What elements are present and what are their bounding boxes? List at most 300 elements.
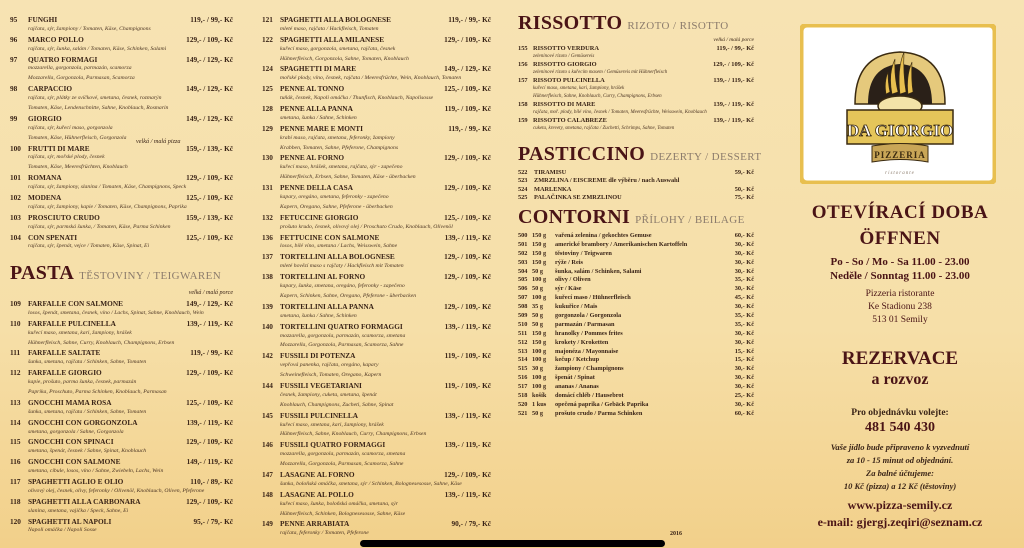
item-description: mleté hovězí maso s rajčaty / Hackfleisch mit Tomaten bbox=[280, 263, 404, 270]
item-number: 122 bbox=[262, 34, 273, 44]
item-number: 508 bbox=[518, 303, 528, 311]
item-quantity: 50 g bbox=[532, 267, 544, 275]
item-name-row bbox=[518, 61, 754, 69]
menu-item bbox=[10, 517, 233, 537]
item-price: 75,- Kč bbox=[734, 193, 754, 201]
item-name: SPAGHETTI AL NAPOLI bbox=[28, 516, 112, 526]
item-description: šunka, smetana, rajčata / Schinken, Sahne, Tomaten bbox=[28, 408, 147, 415]
item-name-row bbox=[10, 477, 233, 487]
item-name: FUNGHI bbox=[28, 15, 58, 24]
item-description: Hühnerfleisch, Gorgonzola, Sahne, Tomaten, Knoblauch bbox=[280, 55, 409, 62]
item-name-row bbox=[262, 322, 491, 332]
section-subtitle: DEZERTY / DESSERT bbox=[650, 151, 762, 163]
item-description: Hühnerfleisch, Sahne, Knoblauch, Curry, Champignons, Erbsen bbox=[533, 94, 662, 99]
item-description: kuřecí maso, gorgonzola, smetana, rajčata, česnek bbox=[280, 45, 396, 52]
item-name-row bbox=[262, 381, 491, 391]
item-name-row bbox=[10, 437, 233, 447]
item-name: GNOCCHI MAMA ROSA bbox=[28, 397, 112, 407]
item-name: vařená zelenina / gekochtes Gemuse bbox=[555, 232, 652, 239]
menu-item bbox=[10, 418, 233, 438]
item-name: FRUTTI DI MARE bbox=[28, 143, 90, 153]
hours-title-de: ÖFFNEN bbox=[859, 228, 941, 249]
item-description: mleté maso, rajčata / Hackfleisch, Tomaten bbox=[280, 25, 379, 32]
item-name-row bbox=[10, 35, 233, 45]
item-name: MODENA bbox=[28, 193, 62, 203]
item-name: SPAGHETTI ALLA BOLOGNESE bbox=[280, 15, 391, 24]
side-item bbox=[518, 356, 754, 365]
reservation-title: REZERVACE bbox=[841, 348, 959, 369]
item-description: smetana, šunka / Sahne, Schinken bbox=[280, 114, 357, 121]
item-number: 125 bbox=[262, 84, 273, 94]
hours-sunday: Neděle / Sonntag 11.00 - 23.00 bbox=[830, 270, 970, 282]
item-number: 101 bbox=[10, 173, 21, 183]
item-name: TORTELLINI ALLA BOLOGNESE bbox=[280, 252, 395, 262]
item-name-row bbox=[262, 15, 491, 25]
sides-heading bbox=[518, 206, 754, 229]
item-description: kuřecí maso, smetana, kari, žampiony, hrášek bbox=[28, 329, 132, 336]
item-number: 148 bbox=[262, 489, 273, 499]
menu-item bbox=[262, 233, 491, 253]
item-price: 139,- / 119,- Kč bbox=[444, 489, 491, 499]
item-name: FUSSILI QUATRO FORMAGGI bbox=[280, 440, 386, 450]
item-price: 139,- / 119,- Kč bbox=[444, 232, 491, 242]
item-name-row bbox=[10, 457, 233, 467]
item-number: 110 bbox=[10, 318, 21, 328]
side-item bbox=[518, 392, 754, 401]
item-name: RISSOTTO GIORGIO bbox=[533, 61, 597, 68]
item-name-row bbox=[262, 351, 491, 361]
item-price: 139,- / 119,- Kč bbox=[713, 101, 754, 108]
dessert-heading bbox=[518, 143, 762, 166]
item-number: 114 bbox=[10, 417, 21, 427]
item-number: 136 bbox=[262, 232, 273, 242]
menu-item bbox=[262, 322, 491, 352]
menu-item bbox=[10, 477, 233, 497]
item-price: 149,- / 119,- Kč bbox=[186, 457, 233, 467]
item-price: 125,- / 109,- Kč bbox=[186, 193, 233, 203]
item-name: PENNE ALLA PANNA bbox=[280, 104, 353, 114]
item-name: SPAGHETTI ALLA MILANESE bbox=[280, 34, 385, 44]
item-name: FUSSILI PULCINELLA bbox=[280, 410, 359, 420]
item-name-row bbox=[10, 517, 233, 527]
item-description: Tomaten, Käse, Hühnerfleisch, Gorgonzola bbox=[28, 134, 127, 141]
item-description: Mozzarella, Gorgonzola, Parmasan, Scamorza, Sahne bbox=[280, 461, 404, 468]
item-name: kukuřice / Mais bbox=[555, 303, 598, 311]
item-price: 139,- / 119,- Kč bbox=[444, 440, 491, 450]
item-name-row bbox=[262, 470, 491, 480]
menu-item bbox=[10, 437, 233, 457]
sides-section bbox=[518, 206, 754, 419]
item-name: TIRAMISU bbox=[534, 169, 567, 176]
item-number: 520 bbox=[518, 400, 528, 408]
item-price: 139,- / 119,- Kč bbox=[444, 410, 491, 420]
item-name-row bbox=[262, 490, 491, 500]
item-name-row bbox=[518, 117, 754, 125]
item-price: 30,- Kč bbox=[734, 285, 754, 293]
item-description: prošuto krudo, česnek, olivový olej / Proschuto Crudo, Knoblauch, Olivenöl bbox=[280, 223, 453, 230]
item-name: PENNE MARE E MONTI bbox=[280, 123, 363, 133]
menu-item bbox=[262, 35, 491, 65]
item-number: 158 bbox=[518, 101, 528, 108]
side-item bbox=[518, 294, 754, 303]
item-number: 511 bbox=[518, 329, 528, 337]
menu-item bbox=[518, 45, 754, 61]
item-price: 30,- Kč bbox=[734, 400, 754, 408]
item-price: 159,- / 139,- Kč bbox=[186, 143, 233, 153]
item-name: TORTELLINI ALLA PANNA bbox=[280, 301, 374, 311]
item-quantity: 50 g bbox=[532, 285, 544, 293]
item-quantity: 100 g bbox=[532, 383, 547, 391]
item-name-row bbox=[262, 411, 491, 421]
item-name: FARFALLE SALTATE bbox=[28, 348, 101, 358]
item-price: 60,- Kč bbox=[734, 232, 754, 239]
menu-item bbox=[518, 117, 754, 133]
item-number: 515 bbox=[518, 365, 528, 373]
item-price: 129,- / 109,- Kč bbox=[444, 153, 491, 163]
menu-item bbox=[262, 272, 491, 302]
dessert-item bbox=[518, 177, 754, 185]
side-item bbox=[518, 259, 754, 268]
item-description: mozzarella, gorgonzola, parmazán, scamorza, smetana bbox=[280, 451, 406, 458]
item-name-row bbox=[262, 252, 491, 262]
item-number: 514 bbox=[518, 356, 528, 364]
menu-item bbox=[262, 351, 491, 381]
item-name: ananas / Ananas bbox=[555, 383, 599, 391]
item-number: 146 bbox=[262, 440, 273, 450]
item-number: 113 bbox=[10, 397, 21, 407]
side-item bbox=[518, 339, 754, 348]
item-price: 129,- / 109,- Kč bbox=[444, 272, 491, 282]
side-item bbox=[518, 250, 754, 259]
item-price: 30,- Kč bbox=[734, 383, 754, 391]
menu-item bbox=[10, 348, 233, 368]
item-name: PALAČINKA SE ZMRZLINOU bbox=[534, 193, 622, 201]
website-link[interactable]: www.pizza-semily.cz bbox=[847, 498, 953, 512]
menu-column-1 bbox=[10, 15, 233, 252]
item-name: těstoviny / Teigwaren bbox=[555, 249, 612, 257]
item-number: 512 bbox=[518, 338, 528, 346]
section-subtitle: PŘÍLOHY / BEILAGE bbox=[635, 214, 745, 226]
item-price: 15,- Kč bbox=[734, 347, 754, 355]
item-price: 119,- / 109,- Kč bbox=[444, 380, 491, 390]
item-number: 516 bbox=[518, 374, 528, 382]
item-name: RISSOTO PULCINELLA bbox=[533, 77, 605, 84]
item-name: TORTELLINI QUATRO FORMAGGI bbox=[280, 321, 403, 331]
item-description: smetana, cibule, losos, víno / Sahne, Zwiebeln, Lachs, Wein bbox=[28, 468, 164, 475]
item-name: SPAGHETTI DI MARE bbox=[280, 64, 357, 74]
item-name: kečup / Ketchup bbox=[555, 356, 600, 364]
side-item bbox=[518, 321, 754, 330]
item-name: opečená paprika / Gebäck Paprika bbox=[555, 400, 649, 408]
item-name-row bbox=[10, 173, 233, 183]
section-subtitle: TĚSTOVINY / TEIGWAREN bbox=[79, 270, 222, 282]
item-name: GNOCCHI CON GORGONZOLA bbox=[28, 417, 138, 427]
email-link[interactable]: e-mail: gjergj.zeqiri@seznam.cz bbox=[817, 515, 983, 529]
item-price: 119,- / 99,- Kč bbox=[190, 348, 233, 358]
item-number: 510 bbox=[518, 320, 528, 328]
item-name-row bbox=[10, 213, 233, 223]
item-description: kuřecí maso, šunka, boloňská omáčka, smetana, sýr bbox=[280, 500, 398, 507]
item-price: 95,- / 79,- Kč bbox=[193, 516, 233, 526]
item-number: 145 bbox=[262, 410, 273, 420]
menu-item bbox=[10, 368, 233, 398]
menu-item bbox=[10, 173, 233, 193]
item-price: 159,- / 139,- Kč bbox=[186, 212, 233, 222]
item-description: šunka, smetana, rajčata / Schinken, Sahne, Tomaten bbox=[28, 359, 147, 366]
item-name: PENNE AL FORNO bbox=[280, 153, 345, 163]
item-name: SPAGHETTI AGLIO E OLIO bbox=[28, 477, 124, 487]
item-description: smetana, špenát, česnek / Sahne, Spinat, Knoblauch bbox=[28, 448, 147, 455]
item-price: 15,- Kč bbox=[734, 356, 754, 364]
item-description: rajčata, sýr, mořské plody, česnek bbox=[28, 154, 105, 161]
item-quantity: 100 g bbox=[532, 347, 547, 355]
menu-item bbox=[10, 35, 233, 55]
item-description: Knoblauch, Champignons, Zucheti, Sahne, Spinat bbox=[280, 401, 394, 408]
item-number: 102 bbox=[10, 193, 21, 203]
item-quantity: 100 g bbox=[532, 356, 547, 364]
item-name: parmazán / Parmasan bbox=[555, 320, 615, 328]
menu-item bbox=[10, 213, 233, 233]
item-quantity: 35 g bbox=[532, 303, 544, 311]
menu-item bbox=[10, 233, 233, 253]
item-description: rajčata, sýr, plátky ze svíčkové, smetana, česnek, rozmarýn bbox=[28, 95, 162, 102]
side-item bbox=[518, 303, 754, 312]
item-name: domácí chléb / Hausebrot bbox=[555, 392, 624, 400]
menu-item bbox=[262, 470, 491, 490]
item-description: rajčata, sýr, žampiony, kapie / Tomaten, Käse, Champignons, Paprika bbox=[28, 203, 187, 210]
item-description: zeleninové rizoto / Gemüsereis bbox=[533, 54, 595, 59]
menu-item bbox=[262, 440, 491, 470]
address-line: Pizzeria ristorante bbox=[865, 289, 935, 299]
item-description: česnek, žampiony, cuketa, smetana, špenát bbox=[280, 391, 377, 398]
item-description: Hühnerfleisch, Schinken, Bolognesesosse, Sahne, Käse bbox=[280, 510, 406, 517]
item-number: 513 bbox=[518, 347, 528, 355]
item-description: kuřecí maso, smetana, kari, žampiony, hrášek bbox=[533, 86, 625, 91]
item-number: 523 bbox=[518, 177, 528, 185]
item-name: PENNE AL TONNO bbox=[280, 84, 345, 94]
item-name: hranolky / Pommes frites bbox=[555, 329, 623, 337]
item-price: 35,- Kč bbox=[734, 320, 754, 328]
item-name-row bbox=[10, 84, 233, 94]
item-description: Hühnerfleisch, Erbsen, Sahne, Tomaten, Käse - überbacken bbox=[280, 174, 416, 181]
item-price: 129,- / 109,- Kč bbox=[186, 437, 233, 447]
item-name-row bbox=[10, 418, 233, 428]
item-price: 30,- Kč bbox=[734, 267, 754, 275]
item-name-row bbox=[10, 348, 233, 358]
item-name: TORTELLINI AL FORNO bbox=[280, 272, 366, 282]
item-price: 30,- Kč bbox=[734, 249, 754, 257]
menu-item bbox=[262, 15, 491, 35]
logo-name: DA GIORGIO bbox=[846, 121, 954, 140]
item-quantity: 150 g bbox=[532, 258, 547, 266]
item-name: MARLENKA bbox=[534, 185, 572, 193]
menu-item bbox=[262, 104, 491, 124]
item-name: FUSSILI VEGETARIANI bbox=[280, 380, 362, 390]
item-name-row bbox=[10, 193, 233, 203]
item-number: 131 bbox=[262, 183, 273, 193]
item-name-row bbox=[10, 55, 233, 65]
menu-column-2 bbox=[262, 15, 491, 539]
item-name-row bbox=[10, 497, 233, 507]
item-number: 509 bbox=[518, 312, 528, 320]
item-number: 507 bbox=[518, 294, 528, 302]
menu-item bbox=[10, 457, 233, 477]
item-name: majonéza / Mayonnaise bbox=[555, 347, 619, 355]
section-title: PASTA bbox=[10, 262, 75, 284]
item-name: špenát / Spinat bbox=[555, 374, 595, 382]
section-title: RISSOTTO bbox=[518, 12, 623, 34]
item-quantity: 1 kus bbox=[532, 400, 547, 408]
item-number: 129 bbox=[262, 123, 273, 133]
item-quantity: 50 g bbox=[532, 312, 544, 320]
item-number: 132 bbox=[262, 212, 273, 222]
item-price: 119,- / 99,- Kč bbox=[190, 15, 233, 24]
item-name: QUATRO FORMAGI bbox=[28, 54, 98, 64]
menu-item bbox=[262, 302, 491, 322]
item-number: 155 bbox=[518, 45, 528, 52]
item-description: olivový olej, česnek, olivy, feferonky / Olivenöl, Knoblauch, Oliven, Pfeferone bbox=[28, 487, 205, 494]
item-price: 125,- / 109,- Kč bbox=[444, 212, 491, 222]
hours-title-cz: OTEVÍRACÍ DOBA bbox=[811, 202, 989, 223]
item-number: 95 bbox=[10, 15, 18, 24]
item-name: GNOCCHI CON SALMONE bbox=[28, 457, 121, 467]
item-description: kapary, šunka, smetana, oregáno, feferonky - zapečeno bbox=[280, 283, 405, 290]
item-name: sýr / Käse bbox=[555, 285, 582, 293]
item-description: tuňák, česnek, Napoli omáčka / Thunfisch, Knoblauch, Napolisosse bbox=[280, 95, 434, 102]
item-name: PENNE DELLA CASA bbox=[280, 183, 353, 193]
item-name-row bbox=[262, 440, 491, 450]
item-name: GNOCCHI CON SPINACI bbox=[28, 437, 114, 447]
menu-item bbox=[10, 114, 233, 144]
item-name: ROMANA bbox=[28, 173, 62, 183]
item-number: 501 bbox=[518, 240, 528, 248]
item-description: rajčata, sýr, kuřecí maso, gorgonzola bbox=[28, 124, 113, 131]
order-note: 10 Kč (pizza) a 12 Kč (těstoviny) bbox=[843, 481, 957, 491]
item-number: 109 bbox=[10, 299, 21, 308]
item-number: 522 bbox=[518, 169, 528, 176]
item-number: 504 bbox=[518, 267, 528, 275]
item-number: 115 bbox=[10, 437, 21, 447]
item-description: Mozzarella, Gorgonzola, Parmasan, Scamorza, Sahne bbox=[280, 342, 404, 349]
item-quantity: 100 g bbox=[532, 374, 547, 382]
side-item bbox=[518, 410, 754, 419]
item-description: Paprika, Proschuto, Parma Schinken, Knoblauch, Parmasan bbox=[28, 389, 167, 396]
item-price: 129,- / 109,- Kč bbox=[444, 469, 491, 479]
item-price: 149,- / 129,- Kč bbox=[186, 113, 233, 123]
menu-item bbox=[10, 497, 233, 517]
item-name: šunka, salám / Schinken, Salami bbox=[555, 267, 642, 275]
dessert-item bbox=[518, 194, 754, 202]
side-item bbox=[518, 241, 754, 250]
item-number: 147 bbox=[262, 469, 273, 479]
item-price: 149,- / 129,- Kč bbox=[186, 84, 233, 94]
item-description: zeleninové rizoto s kuřecím masem / Gemüsereis mit Hühnerfleisch bbox=[533, 70, 668, 75]
item-name: prošuto crudo / Parma Schinken bbox=[555, 409, 643, 417]
item-name: CON SPENATI bbox=[28, 232, 78, 242]
item-name-row bbox=[518, 77, 754, 85]
item-name-row bbox=[10, 144, 233, 154]
menu-item bbox=[10, 299, 233, 319]
pasta-section bbox=[10, 262, 233, 536]
pasta-heading bbox=[10, 262, 233, 285]
item-number: 121 bbox=[262, 15, 273, 24]
item-name-row bbox=[262, 302, 491, 312]
item-price: 129,- / 109,- Kč bbox=[444, 301, 491, 311]
order-note: Za balné účtujeme: bbox=[866, 468, 934, 478]
menu-item bbox=[518, 77, 754, 101]
item-name-row bbox=[262, 64, 491, 74]
item-description: smetana, gorgonzola / Sahne, Gorgonzola bbox=[28, 428, 124, 435]
item-number: 138 bbox=[262, 272, 273, 282]
side-item bbox=[518, 348, 754, 357]
item-number: 524 bbox=[518, 185, 528, 193]
item-name-row bbox=[262, 124, 491, 134]
item-name-row bbox=[262, 183, 491, 193]
item-price: 35,- Kč bbox=[734, 276, 754, 284]
item-name: krokety / Kroketten bbox=[555, 338, 609, 346]
item-name-row bbox=[262, 213, 491, 223]
item-name: FETTUCINE CON SALMONE bbox=[280, 232, 380, 242]
side-item bbox=[518, 268, 754, 277]
phone-number[interactable]: 481 540 430 bbox=[865, 420, 935, 435]
item-number: 97 bbox=[10, 54, 18, 64]
item-description: Schweinefleisch, Tomaten, Oregano, Kapern bbox=[280, 372, 382, 379]
item-name-row bbox=[10, 368, 233, 378]
item-number: 128 bbox=[262, 104, 273, 114]
item-name: MARCO POLLO bbox=[28, 34, 84, 44]
item-price: 125,- / 109,- Kč bbox=[186, 232, 233, 242]
item-price: 125,- / 109,- Kč bbox=[186, 397, 233, 407]
item-description: šunka, boloňská omáčka, smetana, sýr / Schinken, Bolognesesosse, Sahne, Käse bbox=[280, 480, 462, 487]
item-quantity: 150 g bbox=[532, 329, 547, 337]
item-quantity: 30 g bbox=[532, 365, 544, 373]
item-name: olivy / Oliven bbox=[555, 276, 591, 284]
item-name: GIORGIO bbox=[28, 113, 62, 123]
item-description: kuřecí maso, hrášek, smetana, rajčata, sýr - zapečeno bbox=[280, 164, 403, 171]
item-name-row bbox=[262, 104, 491, 114]
dessert-section bbox=[518, 143, 762, 202]
address-line: 513 01 Semily bbox=[872, 315, 928, 325]
item-price: 129,- / 109,- Kč bbox=[186, 368, 233, 378]
section-title: CONTORNI bbox=[518, 206, 631, 228]
item-number: 118 bbox=[10, 496, 21, 506]
item-description: Hühnerfleisch, Sahne, Knoblauch, Curry, Champignons, Erbsen bbox=[280, 431, 427, 438]
item-description: Tomaten, Käse, Lendenschnitte, Sahne, Knoblauch, Rosmarin bbox=[28, 105, 169, 112]
item-number: 137 bbox=[262, 252, 273, 262]
item-name: RISSOTTO CALABREZE bbox=[533, 117, 607, 124]
item-price: 139,- / 119,- Kč bbox=[713, 117, 754, 124]
item-price: 30,- Kč bbox=[734, 338, 754, 346]
item-price: 119,- / 99,- Kč bbox=[716, 45, 754, 52]
item-name: FETUCCINE GIORGIO bbox=[280, 212, 359, 222]
item-price: 149,- / 129,- Kč bbox=[444, 64, 491, 74]
item-price: 129,- / 109,- Kč bbox=[444, 34, 491, 44]
item-number: 500 bbox=[518, 232, 528, 239]
item-name-row bbox=[10, 299, 233, 309]
item-name: FARFALLE GIORGIO bbox=[28, 368, 102, 378]
item-name: americké brambory / Amerikanischen Kartoffeln bbox=[555, 240, 688, 248]
item-number: 518 bbox=[518, 392, 528, 400]
menu-item bbox=[262, 519, 491, 539]
item-number: 149 bbox=[262, 519, 273, 529]
size-note: velká / malá porce bbox=[188, 290, 233, 296]
menu-item bbox=[262, 84, 491, 104]
menu-item bbox=[262, 490, 491, 520]
item-price: 119,- / 99,- Kč bbox=[448, 15, 491, 24]
section-subtitle: RIZOTO / RISOTTO bbox=[627, 20, 729, 32]
menu-item bbox=[262, 153, 491, 183]
item-name: RISSOTTO DI MARE bbox=[533, 101, 596, 108]
